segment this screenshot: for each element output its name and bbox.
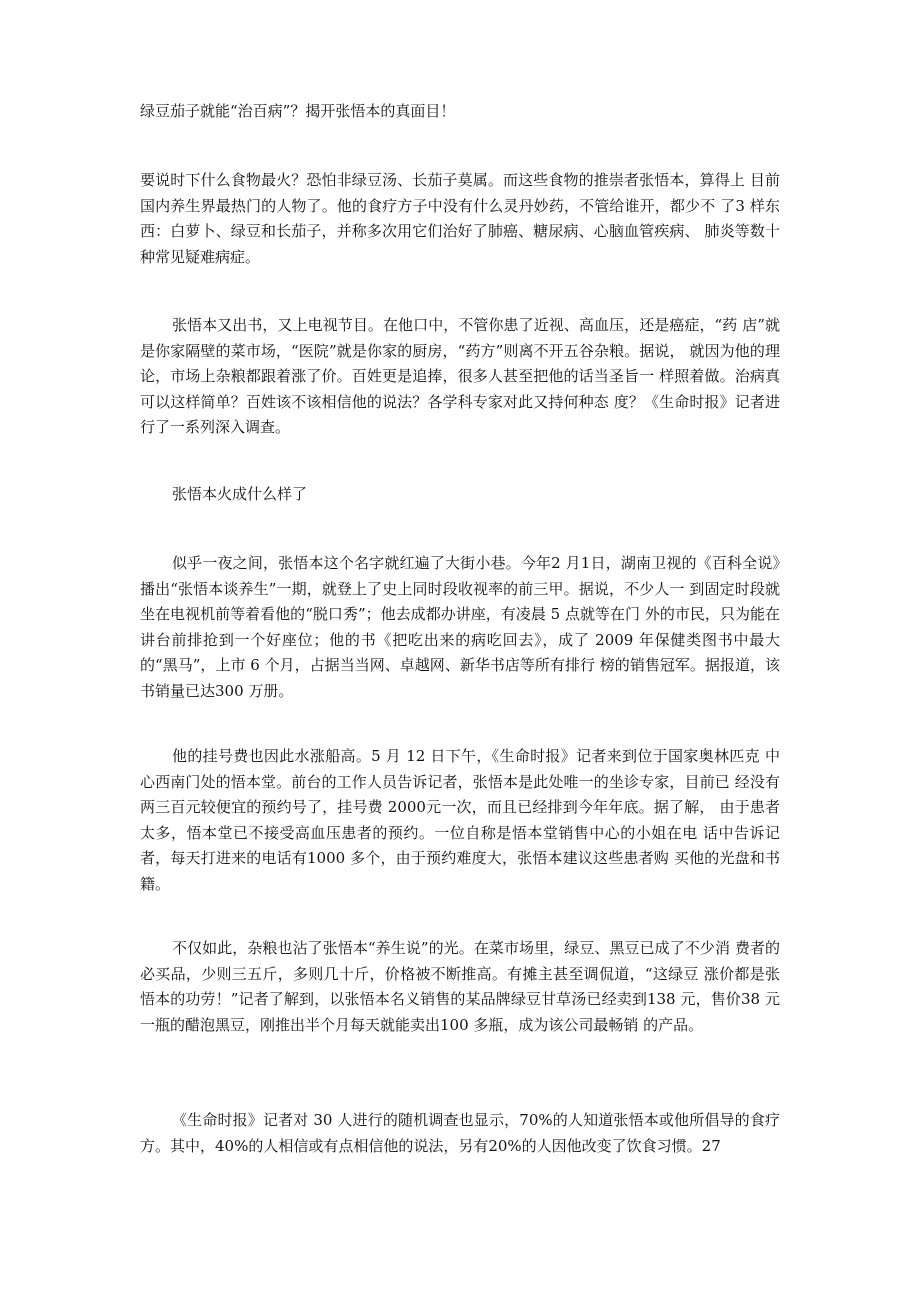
paragraph-intro: 要说时下什么食物最火？恐怕非绿豆汤、长茄子莫属。而这些食物的推崇者张悟本，算得上 目前国内养生界最热门的人物了。他的食疗方子中没有什么灵丹妙药，不管给谁开，都少不 了3 样东西：白萝卜、绿豆和长茄子，并称多次用它们治好了肺癌、糖尿病、心脑血管疾病、 肺炎等数十种常见疑难病症。 — [140, 171, 780, 266]
paragraph-popularity: 似乎一夜之间，张悟本这个名字就红遍了大街小巷。今年2 月1日，湖南卫视的《百科全说》播出“张悟本谈养生”一期，就登上了史上同时段收视率的前三甲。据说，不少人一 到固定时段就坐在电视机前等着看他的“脱口秀”；他去成都办讲座，有凌晨 5 点就等在门 外的市民，只为能在讲台前排抢到一个好座位；他的书《把吃出来的病吃回去》，成了 2009 年保健类图书中最大的“黑马”，上市 6 个月，占据当当网、卓越网、新华书店等所有排行 榜的销售冠军。据报道，该书销量已达300 万册。 — [140, 554, 780, 700]
paragraph-registration-fee: 他的挂号费也因此水涨船高。5 月 12 日下午，《生命时报》记者来到位于国家奥林匹克 中心西南门处的悟本堂。前台的工作人员告诉记者，张悟本是此处唯一的坐诊专家，目前已 经没有两三百元较便宜的预约号了，挂号费 2000元一次，而且已经排到今年年底。据了解， 由于患者太多，悟本堂已不接受高血压患者的预约。一位自称是悟本堂销售中心的小姐在电 话中告诉记者，每天打进来的电话有1000 多个，由于预约难度大，张悟本建议这些患者购 买他的光盘和书籍。 — [140, 747, 780, 893]
paragraph-survey: 《生命时报》记者对 30 人进行的随机调查也显示，70%的人知道张悟本或他所倡导的食疗方。其中，40%的人相信或有点相信他的说法，另有20%的人因他改变了饮食习惯。27 — [140, 1111, 780, 1155]
section-heading: 张悟本火成什么样了 — [172, 485, 308, 503]
paragraph-books-tv: 张悟本又出书，又上电视节目。在他口中，不管你患了近视、高血压，还是癌症，“药 店”就是你家隔壁的菜市场，“医院”就是你家的厨房，“药方”则离不开五谷杂粮。据说， 就因为他的理论，市场上杂粮都跟着涨了价。百姓更是追捧，很多人甚至把他的话当圣旨一 样照着做。治病真可以这样简单？百姓该不该相信他的说法？各学科专家对此又持何种态 度？《生命时报》记者进行了一系列深入调查。 — [140, 316, 780, 436]
article-title: 绿豆茄子就能“治百病”？揭开张悟本的真面目！ — [140, 102, 456, 120]
paragraph-grain-prices: 不仅如此，杂粮也沾了张悟本“养生说”的光。在菜市场里，绿豆、黑豆已成了不少消 费者的必买品，少则三五斤，多则几十斤，价格被不断推高。有摊主甚至调侃道，“这绿豆 涨价都是张悟本的功劳！”记者了解到，以张悟本名义销售的某品牌绿豆甘草汤已经卖到138 元，售价38 元一瓶的醋泡黑豆，刚推出半个月每天就能卖出100 多瓶，成为该公司最畅销 的产品。 — [140, 939, 780, 1034]
